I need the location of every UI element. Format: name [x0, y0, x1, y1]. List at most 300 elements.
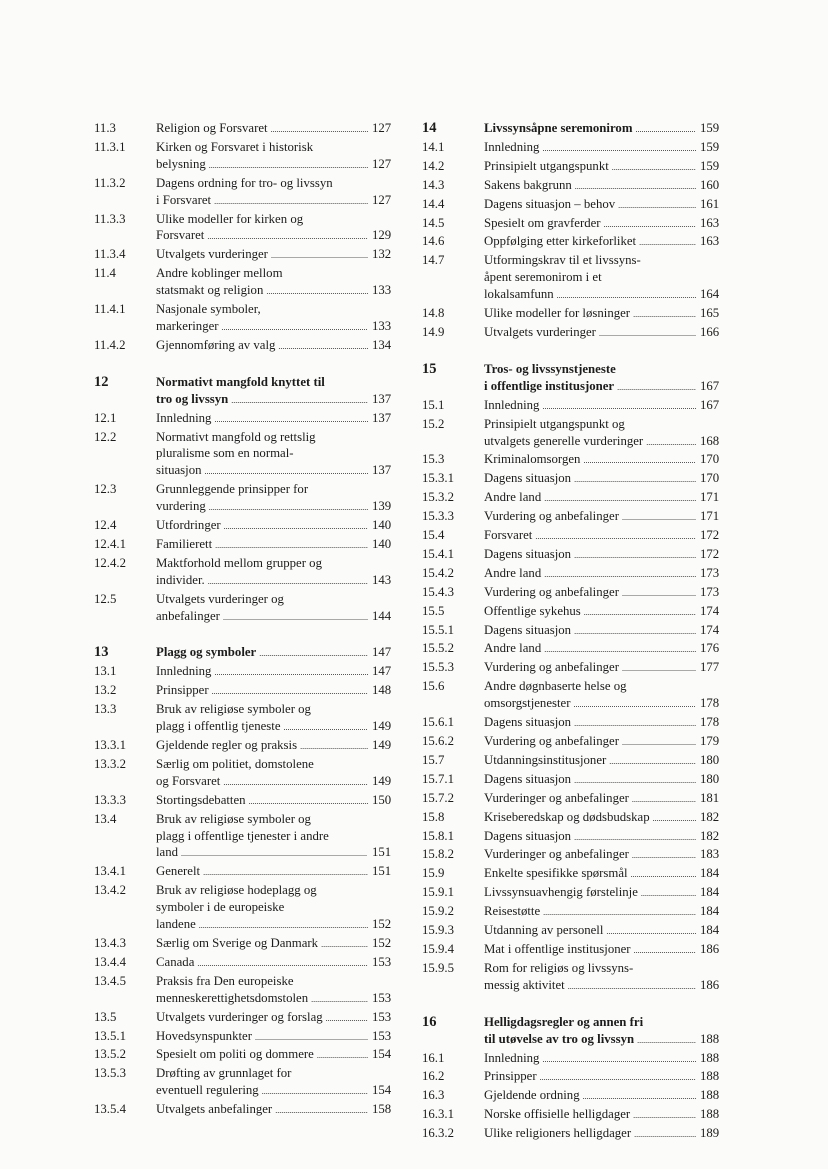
toc-section-number: 16.3.1 [422, 1107, 454, 1122]
toc-entry[interactable] [422, 1125, 722, 1144]
toc-entry[interactable] [422, 177, 722, 196]
dot-leader [544, 489, 696, 508]
toc-title-line: tro og livssyn [156, 391, 229, 406]
toc-page-number: 137 [372, 463, 392, 478]
toc-chapter[interactable] [422, 361, 722, 397]
toc-page-number: 134 [372, 337, 392, 352]
toc-title-line: Utvalgets anbefalinger [156, 1102, 273, 1117]
dot-leader [207, 227, 368, 246]
toc-section-number: 16.1 [422, 1050, 445, 1065]
toc-page-number: 152 [372, 917, 392, 932]
toc-entry[interactable] [94, 1009, 394, 1028]
toc-page-number: 183 [700, 847, 720, 862]
toc-page-number: 140 [372, 518, 392, 533]
toc-section-number: 15.7.2 [422, 790, 454, 805]
dot-leader [622, 508, 696, 527]
toc-entry[interactable] [422, 903, 722, 922]
toc-section-number: 13.3.3 [94, 792, 126, 807]
toc-section-number: 14.8 [422, 306, 445, 321]
toc-title-line: Ulike modeller for løsninger [484, 306, 631, 321]
toc-right-column [422, 120, 722, 1144]
toc-section-number: 15.9.3 [422, 923, 454, 938]
toc-title-line: Vurderinger og anbefalinger [484, 847, 629, 862]
toc-section-number: 13.5.2 [94, 1047, 126, 1062]
toc-page-number: 184 [700, 904, 720, 919]
toc-title-line: Tros- og livssynstjeneste [484, 361, 616, 376]
dot-leader [617, 378, 696, 397]
toc-page-number: 149 [372, 719, 392, 734]
toc-chapter[interactable] [422, 120, 722, 139]
toc-entry[interactable] [422, 828, 722, 847]
dot-leader [599, 324, 696, 343]
toc-entry[interactable] [422, 603, 722, 622]
dot-leader [266, 282, 368, 301]
toc-chapter[interactable] [94, 644, 394, 663]
dot-leader [618, 196, 696, 215]
toc-title-line: menneskerettighetsdomstolen [156, 990, 309, 1005]
toc-page-number: 188 [700, 1031, 720, 1046]
dot-leader [633, 305, 696, 324]
toc-section-number: 11.3.1 [94, 139, 126, 154]
toc-page-number: 189 [700, 1126, 720, 1141]
toc-section-number: 11.3.3 [94, 211, 126, 226]
toc-title-line: Kirken og Forsvaret i historisk [156, 139, 314, 154]
dot-leader [278, 337, 368, 356]
toc-section-number: 14 [422, 120, 437, 136]
toc-title-line: Innledning [156, 410, 212, 425]
toc-section-number: 15.4.2 [422, 565, 454, 580]
toc-entry[interactable] [422, 305, 722, 324]
toc-section-number: 14.6 [422, 234, 445, 249]
toc-title-line: plagg i offentlig tjeneste [156, 719, 281, 734]
toc-title-line: anbefalinger [156, 608, 220, 623]
toc-title-line: utvalgets generelle vurderinger [484, 433, 644, 448]
toc-page-number: 153 [372, 1009, 392, 1024]
toc-section-number: 14.2 [422, 158, 445, 173]
toc-section-number: 13.4.1 [94, 864, 126, 879]
dot-leader [574, 470, 696, 489]
toc-entry[interactable] [422, 884, 722, 903]
toc-entry[interactable] [94, 481, 394, 517]
toc-entry[interactable] [422, 1050, 722, 1069]
toc-entry[interactable] [422, 1087, 722, 1106]
toc-title-line: Ulike modeller for kirken og [156, 211, 304, 226]
toc-entry[interactable] [94, 175, 394, 211]
dot-leader [583, 451, 696, 470]
toc-entry[interactable] [94, 973, 394, 1009]
toc-entry[interactable] [94, 663, 394, 682]
toc-section-number: 15.9.5 [422, 960, 454, 975]
toc-page-number: 161 [700, 196, 720, 211]
dot-leader [284, 718, 368, 737]
toc-section-number: 12.4 [94, 518, 117, 533]
toc-title-line: Prinsipper [484, 1069, 537, 1084]
dot-leader [606, 922, 696, 941]
toc-page-number: 133 [372, 283, 392, 298]
toc-entry[interactable] [422, 196, 722, 215]
toc-section-number: 15.8.2 [422, 847, 454, 862]
toc-title-line: Spesielt om gravferder [484, 215, 601, 230]
toc-title-line: Gjennomføring av valg [156, 337, 276, 352]
dot-leader [209, 498, 368, 517]
dot-leader [271, 246, 368, 265]
toc-section-number: 14.3 [422, 177, 445, 192]
toc-section-number: 11.3 [94, 121, 116, 135]
toc-entry[interactable] [94, 811, 394, 864]
toc-entry[interactable] [94, 517, 394, 536]
toc-page-number: 186 [700, 941, 720, 956]
toc-chapter[interactable] [94, 374, 394, 410]
toc-section-number: 11.3.4 [94, 247, 126, 262]
dot-leader [646, 433, 696, 452]
dot-leader [574, 695, 697, 714]
toc-section-number: 13.1 [94, 664, 117, 679]
dot-leader [223, 608, 368, 627]
toc-page-number: 159 [700, 139, 720, 154]
toc-entry[interactable] [422, 233, 722, 252]
toc-title-line: og Forsvaret [156, 773, 221, 788]
toc-entry[interactable] [94, 337, 394, 356]
toc-title-line: Innledning [156, 664, 212, 679]
toc-section-number: 13.3.2 [94, 756, 126, 771]
toc-title-line: Prinsipielt utgangspunkt og [484, 416, 625, 431]
dot-leader [575, 177, 696, 196]
toc-section-number: 15.6.1 [422, 715, 454, 730]
toc-title-line: Bruk av religiøse symboler og [156, 702, 311, 717]
toc-entry[interactable] [94, 265, 394, 301]
toc-section-number: 11.4.1 [94, 302, 126, 317]
toc-entry[interactable] [94, 935, 394, 954]
toc-entry[interactable] [422, 215, 722, 234]
toc-entry[interactable] [422, 960, 722, 996]
toc-title-line: Vurdering og anbefalinger [484, 660, 619, 675]
toc-page-number: 170 [700, 452, 720, 467]
toc-entry[interactable] [94, 792, 394, 811]
toc-entry[interactable] [422, 659, 722, 678]
dot-leader [271, 120, 368, 139]
dot-leader [574, 771, 696, 790]
dot-leader [321, 935, 368, 954]
dot-leader [231, 391, 368, 410]
toc-entry[interactable] [422, 752, 722, 771]
toc-page-number: 170 [700, 471, 720, 486]
dot-leader [209, 156, 368, 175]
toc-entry[interactable] [422, 252, 722, 305]
dot-leader [634, 1125, 696, 1144]
dot-leader [622, 733, 696, 752]
toc-title-line: Nasjonale symboler, [156, 302, 261, 317]
toc-entry[interactable] [94, 682, 394, 701]
dot-leader [300, 737, 368, 756]
toc-entry[interactable] [422, 846, 722, 865]
toc-title-line: markeringer [156, 318, 219, 333]
dot-leader [214, 192, 368, 211]
toc-entry[interactable] [422, 158, 722, 177]
toc-page-number: 182 [700, 809, 720, 824]
toc-title-line: Andre land [484, 490, 542, 505]
toc-entry[interactable] [422, 714, 722, 733]
toc-title-line: Andre døgnbaserte helse og [484, 679, 627, 694]
toc-entry[interactable] [422, 470, 722, 489]
toc-page-number: 186 [700, 977, 720, 992]
toc-title-line: Utvalgets vurderinger og forslag [156, 1009, 323, 1024]
toc-title-line: Vurdering og anbefalinger [484, 509, 619, 524]
toc-entry[interactable] [94, 1065, 394, 1101]
dot-leader [544, 640, 696, 659]
toc-title-line: Maktforhold mellom grupper og [156, 555, 322, 570]
toc-section-number: 13.3.1 [94, 738, 126, 752]
toc-section-number: 15 [422, 360, 437, 377]
dot-leader [609, 752, 696, 771]
toc-entry[interactable] [422, 640, 722, 659]
toc-page-number: 188 [700, 1050, 720, 1065]
toc-title-line: Helligdagsregler og annen fri [484, 1014, 644, 1029]
toc-entry[interactable] [422, 527, 722, 546]
toc-title-line: Drøfting av grunnlaget for [156, 1066, 292, 1081]
toc-title-line: i offentlige institusjoner [484, 378, 615, 393]
toc-entry[interactable] [94, 591, 394, 627]
toc-title-line: Vurderinger og anbefalinger [484, 790, 629, 805]
toc-section-number: 13.4.2 [94, 883, 126, 898]
toc-title-line: Normativt mangfold knyttet til [156, 374, 325, 389]
dot-leader [634, 941, 696, 960]
dot-leader [203, 863, 368, 882]
toc-page-number: 164 [700, 287, 720, 302]
dot-leader [249, 792, 368, 811]
toc-section-number: 15.7.1 [422, 771, 454, 786]
toc-title-line: Utvalgets vurderinger og [156, 591, 284, 606]
dot-leader [208, 572, 368, 591]
toc-entry[interactable] [94, 211, 394, 247]
toc-section-number: 15.6 [422, 679, 445, 694]
toc-title-line: Vurdering og anbefalinger [484, 584, 619, 599]
toc-title-line: vurdering [156, 499, 206, 514]
toc-entry[interactable] [94, 1101, 394, 1120]
toc-entry[interactable] [422, 584, 722, 603]
toc-entry[interactable] [94, 120, 394, 139]
toc-title-line: Hovedsynspunkter [156, 1028, 252, 1043]
toc-section-number: 13 [94, 644, 109, 661]
toc-page-number: 165 [700, 306, 720, 321]
dot-leader [275, 1101, 368, 1120]
toc-section-number: 13.5.3 [94, 1066, 126, 1081]
toc-entry[interactable] [422, 790, 722, 809]
toc-title-line: Utdanningsinstitusjoner [484, 752, 607, 767]
toc-title-line: situasjon [156, 463, 202, 478]
toc-page-number: 153 [372, 954, 392, 969]
toc-entry[interactable] [422, 865, 722, 884]
toc-page-number: 188 [700, 1088, 720, 1103]
toc-title-line: Andre koblinger mellom [156, 266, 283, 281]
toc-title-line: statsmakt og religion [156, 283, 264, 298]
toc-entry[interactable] [422, 1106, 722, 1125]
toc-page-number: 147 [372, 664, 392, 679]
toc-section-number: 14.4 [422, 196, 445, 211]
toc-entry[interactable] [422, 922, 722, 941]
toc-section-number: 13.5 [94, 1009, 117, 1024]
dot-leader [214, 663, 368, 682]
toc-entry[interactable] [422, 416, 722, 452]
dot-leader [583, 1087, 696, 1106]
toc-title-line: Kriminalomsorgen [484, 452, 581, 467]
dot-leader [542, 1050, 696, 1069]
toc-title-line: Særlig om politiet, domstolene [156, 756, 314, 771]
toc-title-line: Innledning [484, 1050, 540, 1065]
toc-title-line: Praksis fra Den europeiske [156, 973, 294, 988]
toc-page-number: 153 [372, 1028, 392, 1043]
dot-leader [635, 120, 696, 139]
toc-entry[interactable] [94, 882, 394, 935]
toc-section-number: 15.3 [422, 452, 445, 467]
toc-entry[interactable] [422, 1068, 722, 1087]
toc-title-line: Andre land [484, 641, 542, 656]
toc-entry[interactable] [94, 410, 394, 429]
toc-page-number: 147 [372, 645, 392, 660]
toc-entry[interactable] [422, 139, 722, 158]
toc-entry[interactable] [94, 1028, 394, 1047]
toc-entry[interactable] [422, 809, 722, 828]
toc-page-number: 179 [700, 734, 720, 748]
toc-section-number: 16.3.2 [422, 1126, 454, 1141]
toc-page-number: 177 [700, 660, 720, 675]
toc-section-number: 15.9.4 [422, 941, 454, 956]
toc-entry[interactable] [422, 324, 722, 343]
toc-section-number: 14.9 [422, 324, 445, 339]
toc-entry[interactable] [94, 701, 394, 737]
toc-title-line: åpent seremonirom i et [484, 270, 602, 285]
toc-section-number: 12 [94, 373, 109, 390]
toc-section-number: 16.3 [422, 1088, 445, 1103]
toc-page-number: 158 [372, 1102, 392, 1117]
toc-entry[interactable] [94, 954, 394, 973]
toc-page-number: 153 [372, 990, 392, 1005]
dot-leader [212, 682, 368, 701]
dot-leader [574, 828, 696, 847]
toc-title-line: messig aktivitet [484, 977, 565, 992]
toc-page-number: 172 [700, 546, 720, 561]
toc-entry[interactable] [422, 622, 722, 641]
toc-page-number: 163 [700, 215, 720, 230]
toc-page-number: 171 [700, 509, 720, 524]
toc-entry[interactable] [422, 733, 722, 752]
toc-title-line: Normativt mangfold og rettslig [156, 429, 316, 444]
dot-leader [574, 622, 696, 641]
toc-section-number: 13.4.5 [94, 973, 126, 988]
toc-title-line: Innledning [484, 397, 540, 412]
toc-page-number: 154 [372, 1047, 392, 1062]
toc-page-number: 188 [700, 1069, 720, 1084]
toc-entry[interactable] [94, 139, 394, 175]
toc-entry[interactable] [94, 246, 394, 265]
toc-entry[interactable] [94, 737, 394, 756]
toc-entry[interactable] [94, 429, 394, 482]
toc-section-number: 15.4 [422, 528, 445, 543]
toc-title-line: Offentlige sykehus [484, 603, 581, 618]
dot-leader [255, 1028, 368, 1047]
dot-leader [540, 1068, 696, 1087]
toc-page-number: 180 [700, 771, 720, 786]
toc-section-number: 12.5 [94, 591, 117, 606]
toc-page-number: 173 [700, 584, 720, 599]
toc-section-number: 14.5 [422, 215, 445, 230]
toc-section-number: 15.5.1 [422, 622, 454, 637]
dot-leader [557, 286, 696, 305]
toc-section-number: 15.9.2 [422, 904, 454, 919]
toc-page-number: 166 [700, 324, 720, 339]
toc-entry[interactable] [422, 508, 722, 527]
toc-page-number: 133 [372, 318, 392, 333]
toc-section-number: 12.4.2 [94, 555, 126, 570]
toc-page-number: 181 [700, 790, 720, 805]
toc-page-number: 144 [372, 608, 392, 623]
toc-page-number: 151 [372, 864, 392, 879]
toc-page-number: 143 [372, 572, 392, 587]
toc-section-number: 13.5.1 [94, 1028, 126, 1043]
dot-leader [543, 903, 696, 922]
toc-title-line: land [156, 845, 179, 860]
toc-title-line: omsorgstjenester [484, 696, 571, 711]
toc-title-line: Sakens bakgrunn [484, 177, 572, 192]
toc-entry[interactable] [94, 536, 394, 555]
toc-page-number: 184 [700, 923, 720, 938]
toc-entry[interactable] [422, 678, 722, 714]
toc-page-number: 137 [372, 391, 392, 406]
toc-section-number: 13.4.3 [94, 935, 126, 950]
dot-leader [574, 714, 696, 733]
toc-page-number: 167 [700, 397, 720, 412]
toc-entry[interactable] [422, 397, 722, 416]
toc-chapter[interactable] [422, 1014, 722, 1050]
toc-section-number: 12.4.1 [94, 536, 126, 551]
toc-entry[interactable] [94, 555, 394, 591]
toc-entry[interactable] [94, 863, 394, 882]
dot-leader [262, 1082, 368, 1101]
dot-leader [205, 462, 368, 481]
toc-entry[interactable] [94, 756, 394, 792]
toc-title-line: Ulike religioners helligdager [484, 1126, 632, 1141]
toc-entry[interactable] [422, 489, 722, 508]
toc-entry[interactable] [422, 451, 722, 470]
dot-leader [632, 846, 696, 865]
toc-entry[interactable] [422, 771, 722, 790]
toc-section-number: 15.5.3 [422, 660, 454, 675]
toc-title-line: Innledning [484, 139, 540, 154]
dot-leader [199, 916, 368, 935]
toc-entry[interactable] [94, 301, 394, 337]
toc-page-number: 168 [700, 433, 720, 448]
toc-title-line: Prinsipper [156, 683, 209, 698]
dot-leader [653, 809, 696, 828]
toc-page-number: 159 [700, 158, 720, 173]
toc-page-number: 132 [372, 247, 392, 262]
toc-entry[interactable] [94, 1046, 394, 1065]
toc-section-number: 16.2 [422, 1069, 445, 1084]
toc-page-number: 178 [700, 696, 720, 711]
toc-entry[interactable] [422, 941, 722, 960]
toc-section-number: 15.3.2 [422, 490, 454, 505]
dot-leader [197, 954, 368, 973]
toc-entry[interactable] [422, 565, 722, 584]
toc-title-line: Dagens situasjon [484, 828, 572, 843]
toc-entry[interactable] [422, 546, 722, 565]
toc-section-number: 12.3 [94, 482, 117, 497]
dot-leader [224, 517, 368, 536]
toc-page-number: 159 [700, 121, 720, 135]
toc-section-number: 12.1 [94, 410, 117, 425]
dot-leader [639, 233, 696, 252]
toc-title-line: individer. [156, 572, 205, 587]
toc-title-line: Grunnleggende prinsipper for [156, 482, 309, 497]
